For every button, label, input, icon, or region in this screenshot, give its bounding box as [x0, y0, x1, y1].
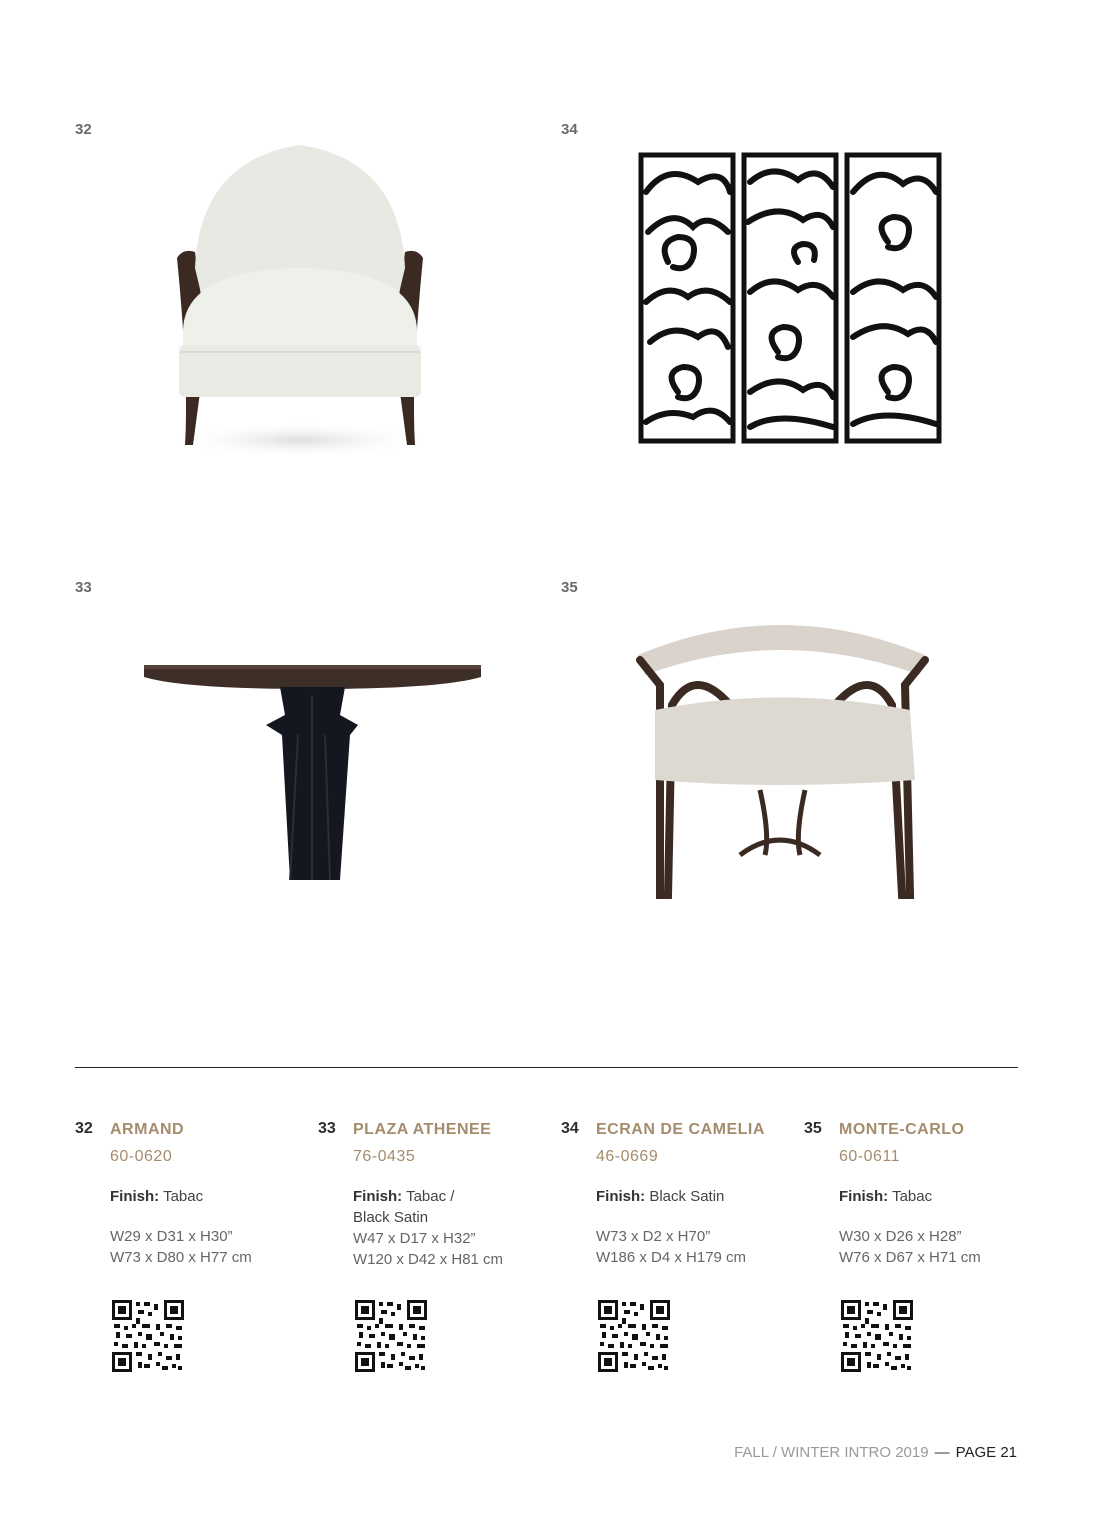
product-code: 46-0669 — [596, 1148, 659, 1165]
product-name: PLAZA ATHENEE — [353, 1121, 492, 1138]
dims-cm: W73 x D80 x H77 cm — [110, 1249, 252, 1266]
product-name: ECRAN DE CAMELIA — [596, 1121, 765, 1138]
image-number-32: 32 — [75, 121, 92, 138]
product-number: 33 — [318, 1120, 336, 1137]
product-name: MONTE-CARLO — [839, 1121, 965, 1138]
qr-code[interactable] — [112, 1300, 184, 1372]
product-code: 76-0435 — [353, 1148, 416, 1165]
product-name: ARMAND — [110, 1121, 185, 1138]
qr-code[interactable] — [355, 1300, 427, 1372]
product-finish: Finish: Tabac / Black Satin — [353, 1188, 455, 1226]
dims-inches: W73 x D2 x H70” — [596, 1228, 711, 1245]
armand-chair-image — [155, 140, 445, 460]
image-number-33: 33 — [75, 579, 92, 596]
dims-cm: W186 x D4 x H179 cm — [596, 1249, 747, 1266]
ecran-de-camelia-screen-image — [638, 152, 942, 444]
product-number: 32 — [75, 1120, 93, 1137]
product-number: 35 — [804, 1120, 822, 1137]
qr-code[interactable] — [598, 1300, 670, 1372]
product-number: 34 — [561, 1120, 579, 1137]
dims-cm: W76 x D67 x H71 cm — [839, 1249, 981, 1266]
image-number-34: 34 — [561, 121, 578, 138]
image-number-35: 35 — [561, 579, 578, 596]
product-code: 60-0620 — [110, 1148, 173, 1165]
page-number: PAGE 21 — [955, 1444, 1017, 1461]
dims-inches: W30 x D26 x H28” — [839, 1228, 962, 1245]
product-finish: Finish: Tabac — [839, 1188, 933, 1205]
season-label: FALL / WINTER INTRO 2019 — [734, 1444, 929, 1461]
footer-separator: — — [934, 1444, 950, 1461]
qr-code[interactable] — [841, 1300, 913, 1372]
product-code: 60-0611 — [839, 1148, 901, 1165]
dims-inches: W47 x D17 x H32” — [353, 1230, 476, 1247]
section-divider — [75, 1067, 1018, 1068]
product-finish: Finish: Black Satin — [596, 1188, 725, 1205]
page-footer — [734, 1444, 1017, 1461]
dims-inches: W29 x D31 x H30” — [110, 1228, 233, 1245]
monte-carlo-chair-image — [620, 605, 945, 905]
dims-cm: W120 x D42 x H81 cm — [353, 1251, 504, 1268]
product-finish: Finish: Tabac — [110, 1188, 204, 1205]
plaza-athenee-console-image — [140, 655, 485, 890]
